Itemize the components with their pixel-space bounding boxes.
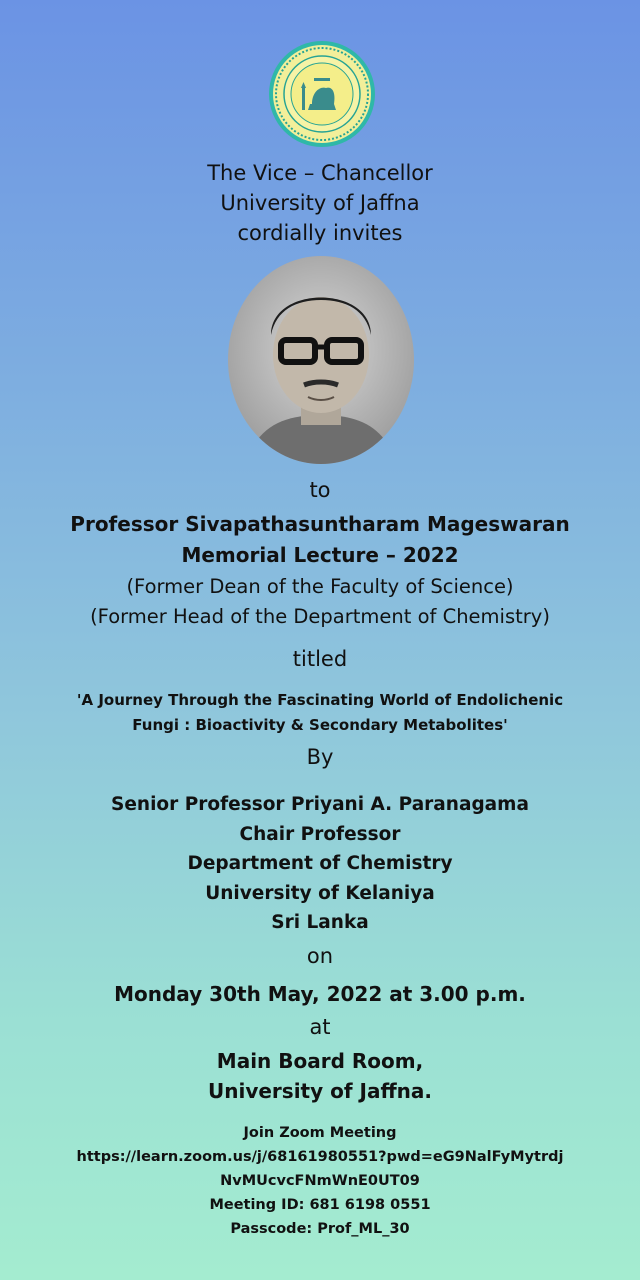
zoom-url-line-1[interactable]: https://learn.zoom.us/j/68161980551?pwd=eG9NalFyMytrdj — [76, 1149, 564, 1165]
invite-phrase: cordially invites — [237, 221, 403, 245]
topic-line-1: 'A Journey Through the Fascinating World of Endolichenic — [76, 691, 564, 709]
to-label: to — [309, 478, 331, 502]
speaker-department: Department of Chemistry — [187, 853, 453, 874]
lecture-title-year: Memorial Lecture – 2022 — [181, 543, 459, 567]
zoom-details — [0, 1121, 640, 1241]
zoom-passcode: Passcode: Prof_ML_30 — [230, 1221, 410, 1237]
speaker-country: Sri Lanka — [271, 912, 369, 933]
lecture-topic — [0, 688, 640, 738]
speaker-details — [0, 790, 640, 938]
speaker-name: Senior Professor Priyani A. Paranagama — [111, 794, 529, 815]
zoom-meeting-id: Meeting ID: 681 6198 0551 — [209, 1197, 431, 1213]
event-date: Monday 30th May, 2022 at 3.00 p.m. — [114, 982, 526, 1006]
former-roles — [0, 572, 640, 632]
university-logo-icon — [268, 40, 376, 148]
speaker-position: Chair Professor — [239, 823, 401, 845]
former-role-dean: (Former Dean of the Faculty of Science) — [126, 575, 514, 598]
host-title: The Vice – Chancellor — [207, 161, 433, 185]
lecture-title-name: Professor Sivapathasuntharam Mageswaran — [70, 512, 570, 536]
venue — [0, 1046, 640, 1106]
host-university: University of Jaffna — [220, 191, 420, 215]
venue-university: University of Jaffna. — [208, 1079, 432, 1103]
zoom-url-line-2[interactable]: NvMUcvcFNmWnE0UT09 — [220, 1173, 420, 1189]
lecture-title — [0, 509, 640, 571]
invitation-text — [0, 158, 640, 248]
zoom-heading: Join Zoom Meeting — [243, 1125, 397, 1141]
on-label: on — [306, 944, 334, 968]
venue-room: Main Board Room, — [216, 1049, 424, 1073]
portrait-photo — [226, 255, 416, 465]
speaker-university: University of Kelaniya — [205, 882, 435, 904]
at-label: at — [309, 1015, 331, 1039]
by-label: By — [306, 745, 334, 769]
former-role-head: (Former Head of the Department of Chemistry) — [90, 605, 550, 628]
titled-label: titled — [292, 647, 348, 671]
topic-line-2: Fungi : Bioactivity & Secondary Metabolites' — [132, 716, 508, 734]
